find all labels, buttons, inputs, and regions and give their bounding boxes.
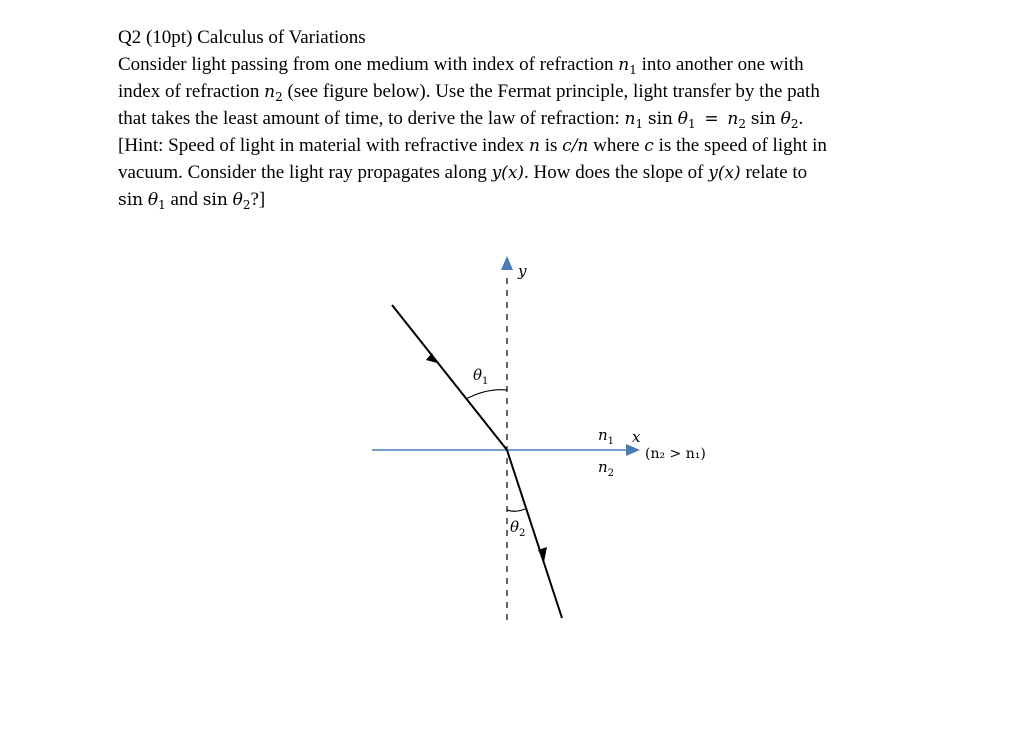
n2-label: $n_2$ <box>598 458 615 479</box>
theta2-label: $\theta_2$ <box>510 518 526 539</box>
text-segment: Consider light passing from one medium with index of refraction <box>118 54 614 75</box>
math-sin-theta1: $\sin \theta_1$ <box>118 190 166 212</box>
n1-label: $n_1$ <box>598 426 615 447</box>
text-segment: index of refraction <box>118 81 260 102</box>
math-y-of-x: y(x) <box>491 163 525 183</box>
text-segment: where <box>593 135 640 156</box>
x-axis-label: x <box>632 428 641 446</box>
text-segment: [Hint: Speed of light in material with refractive index <box>118 135 525 156</box>
math-c: c <box>644 136 654 156</box>
y-axis-arrowhead <box>501 256 513 270</box>
text-segment: that takes the least amount of time, to derive the law of refraction: <box>118 108 620 129</box>
text-segment: relate to <box>745 162 808 183</box>
text-segment: (see figure below). Use the Fermat principle, light transfer by the path <box>287 81 820 102</box>
problem-heading: Q2 (10pt) Calculus of Variations <box>118 27 366 48</box>
math-c-over-n: c/n <box>562 136 589 156</box>
text-segment: into another one with <box>641 54 804 75</box>
text-segment: is <box>544 135 558 156</box>
theta2-arc <box>507 509 525 511</box>
text-segment: ?] <box>250 189 266 210</box>
text-segment: vacuum. Consider the light ray propagates along <box>118 162 487 183</box>
text-segment: and <box>170 189 198 210</box>
text-segment: is the speed of light in <box>658 135 827 156</box>
math-y-of-x: y(x) <box>708 163 741 183</box>
incident-ray <box>392 305 507 450</box>
theta1-label: $\theta_1$ <box>473 366 489 387</box>
snell-law-equation: $n_1$ $\sin \theta_1 = n_2$ $\sin \theta_2$. <box>624 108 804 131</box>
math-n: n <box>529 136 540 156</box>
y-axis-label: y <box>518 262 527 280</box>
math-n1: $n_1$ <box>618 55 637 77</box>
index-condition-label: (n₂ > n₁) <box>645 446 706 462</box>
theta1-arc <box>466 390 507 399</box>
incident-ray-arrowhead <box>426 353 437 363</box>
math-sin-theta2: $\sin \theta_2$ <box>202 190 251 212</box>
math-n2: $n_2$ <box>264 82 283 104</box>
text-segment: . How does the slope of <box>524 162 704 183</box>
